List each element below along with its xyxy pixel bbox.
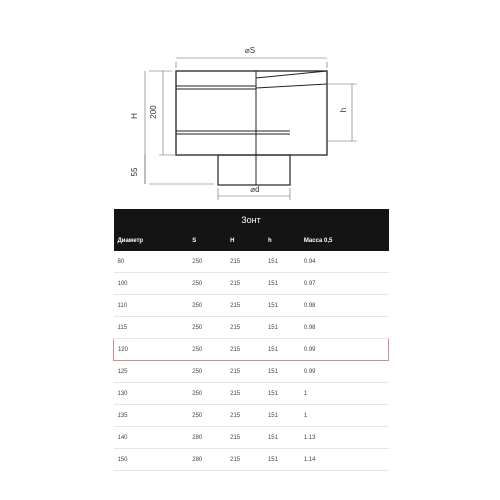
table-cell: 151: [264, 273, 300, 295]
table-row: [114, 251, 389, 273]
table-cell: 215: [226, 427, 264, 449]
table-cell: 250: [188, 273, 226, 295]
table-cell: 151: [264, 427, 300, 449]
table-cell: 151: [264, 251, 300, 273]
table-row: [114, 427, 389, 449]
table-cell: 250: [188, 361, 226, 383]
column-header-mass: Масса 0,5: [300, 231, 389, 251]
column-header-h-upper: H: [226, 231, 264, 251]
table-cell: 151: [264, 361, 300, 383]
dim-label-H: H: [130, 113, 139, 119]
table-cell: 215: [226, 383, 264, 405]
table-cell: 100: [114, 273, 189, 295]
table-row: [114, 405, 389, 427]
table-cell: 151: [264, 383, 300, 405]
spec-table: [113, 209, 389, 471]
dim-label-200: 200: [149, 105, 158, 119]
table-cell: 215: [226, 449, 264, 471]
table-cell: 1.14: [300, 449, 389, 471]
table-cell: 1.13: [300, 427, 389, 449]
column-header-diameter: Диаметр: [114, 231, 189, 251]
table-row: [114, 449, 389, 471]
table-cell: 0.99: [300, 361, 389, 383]
column-header-s: S: [188, 231, 226, 251]
table-cell: 215: [226, 361, 264, 383]
table-cell: 150: [114, 449, 189, 471]
table-cell: 135: [114, 405, 189, 427]
dim-label-h: h: [339, 107, 348, 113]
table-row: [114, 295, 389, 317]
table-cell: 215: [226, 339, 264, 361]
dim-label-55: 55: [130, 167, 139, 177]
table-cell: 130: [114, 383, 189, 405]
dim-label-d: ⌀d: [250, 185, 260, 194]
table-cell: 151: [264, 405, 300, 427]
table-cell: 151: [264, 339, 300, 361]
table-cell: 151: [264, 317, 300, 339]
table-cell: 215: [226, 317, 264, 339]
table-row: [114, 273, 389, 295]
table-cell: 215: [226, 251, 264, 273]
table-cell: 215: [226, 273, 264, 295]
table-row: [114, 317, 389, 339]
table-cell: 250: [188, 317, 226, 339]
table-cell: 250: [188, 295, 226, 317]
table-cell: 110: [114, 295, 189, 317]
table-body: [114, 251, 389, 471]
table-cell: 250: [188, 383, 226, 405]
table-cell: 0.97: [300, 273, 389, 295]
table-cell: 125: [114, 361, 189, 383]
table-cell: 215: [226, 405, 264, 427]
table-header-row: [114, 231, 389, 251]
table-cell: 140: [114, 427, 189, 449]
table-cell: 250: [188, 339, 226, 361]
chimney-cap-outline: [176, 71, 327, 185]
table-cell: 0.94: [300, 251, 389, 273]
table-row: [114, 361, 389, 383]
technical-drawing: [0, 0, 500, 205]
table-cell: 115: [114, 317, 189, 339]
table-row: [114, 383, 389, 405]
table-cell: 215: [226, 295, 264, 317]
column-header-h-lower: h: [264, 231, 300, 251]
table-cell: 0.98: [300, 317, 389, 339]
table-cell: 250: [188, 251, 226, 273]
table-cell: 151: [264, 295, 300, 317]
table-row: [114, 339, 389, 361]
table-cell: 280: [188, 449, 226, 471]
table-cell: 0.98: [300, 295, 389, 317]
table-cell: 1: [300, 383, 389, 405]
table-title: Зонт: [114, 209, 389, 231]
dimension-lines: [145, 58, 357, 200]
table-cell: 1: [300, 405, 389, 427]
table-cell: 120: [114, 339, 189, 361]
dim-label-S: ⌀S: [244, 46, 256, 55]
table-cell: 151: [264, 449, 300, 471]
table-cell: 280: [188, 427, 226, 449]
table-cell: 250: [188, 405, 226, 427]
table-cell: 80: [114, 251, 189, 273]
table-cell: 0.99: [300, 339, 389, 361]
